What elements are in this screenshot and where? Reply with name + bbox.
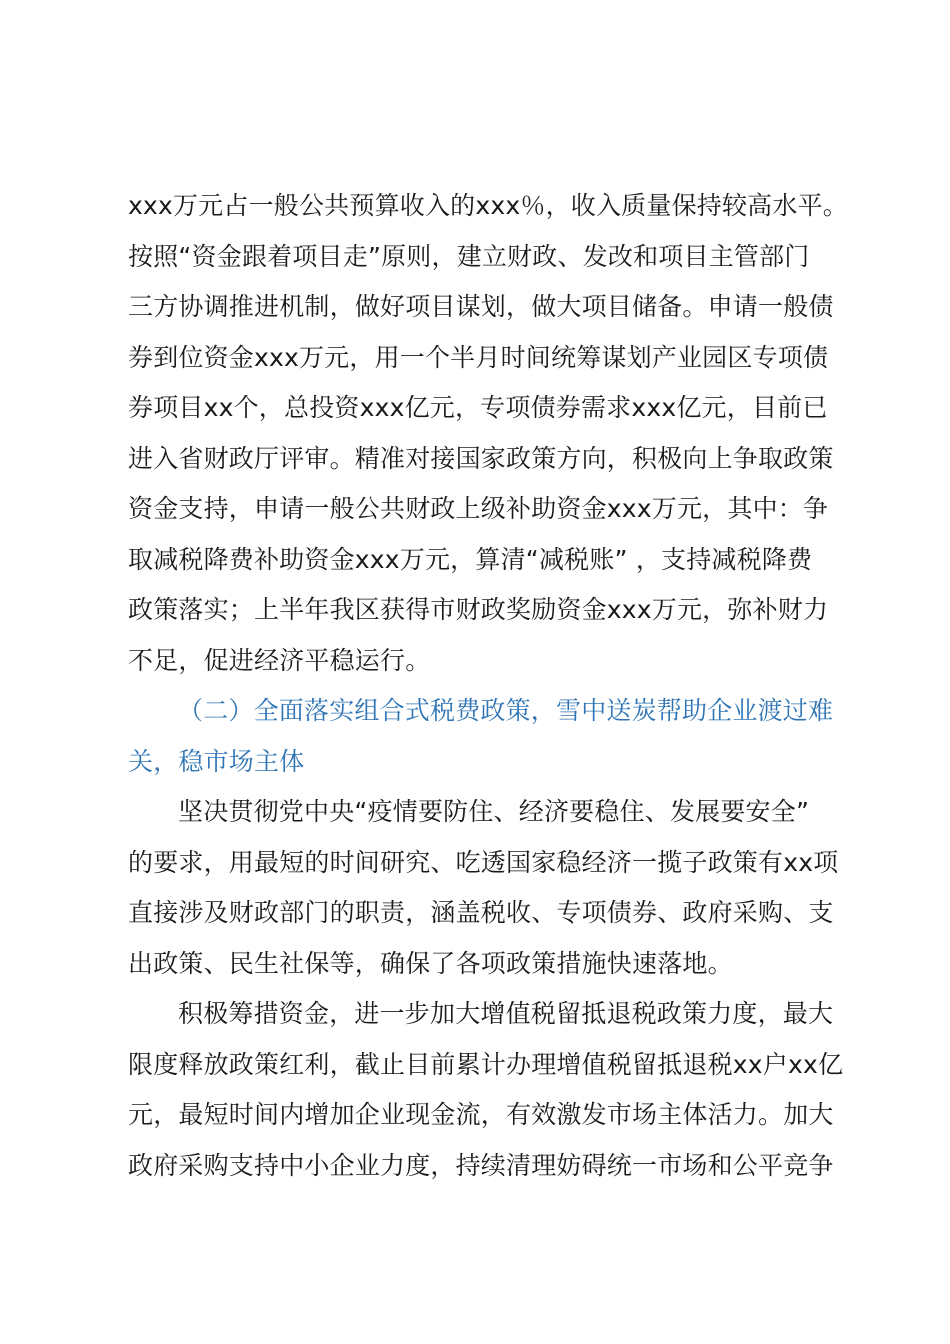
heading-line: 关，稳市场主体	[128, 746, 305, 776]
text-line: 政府采购支持中小企业力度，持续清理妨碍统一市场和公平竞争	[128, 1150, 834, 1180]
paragraph-policy	[128, 787, 844, 989]
text-line: 三方协调推进机制，做好项目谋划，做大项目储备。申请一般债	[128, 292, 834, 321]
text-line: 元，最短时间内增加企业现金流，有效激发市场主体活力。加大	[128, 1100, 834, 1129]
text-line: 进入省财政厅评审。精准对接国家政策方向，积极向上争取政策	[128, 443, 834, 473]
document-body	[128, 181, 848, 1191]
text-line: 出政策、民生社保等，确保了各项政策措施快速落地。	[128, 948, 733, 978]
section-heading	[128, 686, 844, 787]
text-line: 积极筹措资金，进一步加大增值税留抵退税政策力度，最大	[178, 999, 834, 1028]
paragraph-funding	[128, 181, 848, 686]
text-line: 按照“资金跟着项目走”原则，建立财政、发改和项目主管部门	[128, 241, 810, 271]
text-line: xxx万元占一般公共预算收入的xxx％，收入质量保持较高水平。	[128, 191, 848, 220]
heading-line: （二）全面落实组合式税费政策，雪中送炭帮助企业渡过难	[178, 696, 834, 725]
text-line: 取减税降费补助资金xxx万元，算清“减税账” ，支持减税降费	[128, 544, 813, 574]
text-line: 券项目xx个，总投资xxx亿元，专项债券需求xxx亿元，目前已	[128, 393, 828, 422]
text-line: 券到位资金xxx万元，用一个半月时间统筹谋划产业园区专项债	[128, 342, 829, 372]
text-line: 限度释放政策红利，截止目前累计办理增值税留抵退税xx户xx亿	[128, 1049, 844, 1079]
text-line: 的要求，用最短的时间研究、吃透国家稳经济一揽子政策有xx项	[128, 847, 839, 877]
text-line: 政策落实；上半年我区获得市财政奖励资金xxx万元，弥补财力	[128, 595, 829, 624]
text-line: 直接涉及财政部门的职责，涵盖税收、专项债券、政府采购、支	[128, 898, 834, 927]
text-line: 坚决贯彻党中央“疫情要防住、经济要稳住、发展要安全”	[178, 797, 810, 826]
paragraph-tax-refund	[128, 989, 844, 1191]
text-line: 资金支持，申请一般公共财政上级补助资金xxx万元，其中：争	[128, 494, 829, 523]
text-line: 不足，促进经济平稳运行。	[128, 645, 431, 675]
